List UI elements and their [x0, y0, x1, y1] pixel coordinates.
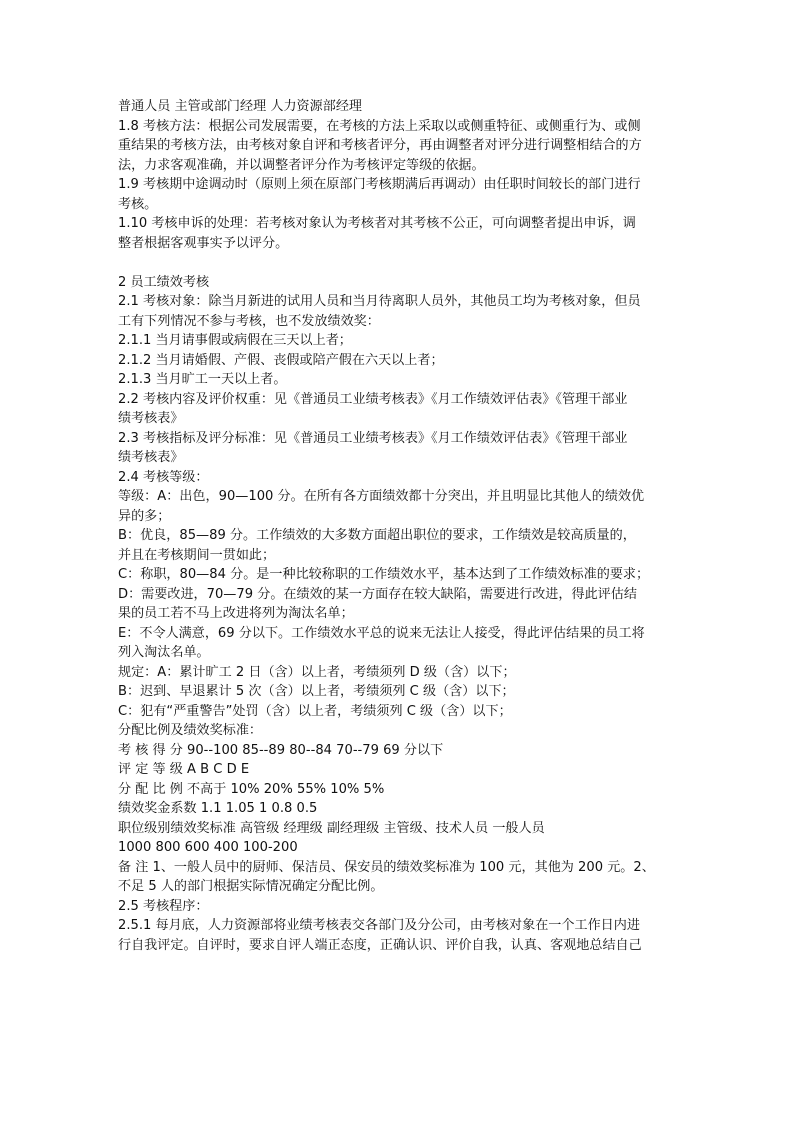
- text-line: 法，力求客观准确，并以调整者评分作为考核评定等级的依据。: [118, 157, 485, 173]
- text-line: B：迟到、早退累计 5 次（含）以上者，考绩须列 C 级（含）以下；: [118, 684, 515, 699]
- text-line: 2.5.1 每月底，人力资源部将业绩考核表交各部门及分公司，由考核对象在一个工作日内进: [118, 918, 640, 933]
- text-line: 重结果的考核方法，由考核对象自评和考核者评分，再由调整者对评分进行调整相结合的方: [118, 138, 642, 153]
- text-line: 分 配 比 例 不高于 10% 20% 55% 10% 5%: [118, 781, 385, 797]
- text-line: 绩考核表》: [118, 411, 184, 426]
- text-line: 绩效奖金系数 1.1 1.05 1 0.8 0.5: [118, 801, 318, 816]
- text-line: 2.1.1 当月请事假或病假在三天以上者；: [118, 333, 352, 348]
- text-line: B：优良，85—89 分。工作绩效的大多数方面超出职位的要求，工作绩效是较高质量的，: [118, 528, 636, 543]
- text-line: C：称职，80—84 分。是一种比较称职的工作绩效水平，基本达到了工作绩效标准的要求；: [118, 567, 650, 582]
- text-line: 考核。: [118, 196, 158, 212]
- text-line: 等级：A：出色，90—100 分。在所有各方面绩效都十分突出，并且明显比其他人的绩效优: [118, 489, 645, 504]
- text-line: 2.1.2 当月请婚假、产假、丧假或陪产假在六天以上者；: [118, 352, 444, 368]
- text-line: 2.5 考核程序：: [118, 898, 209, 914]
- text-line: 规定：A：累计旷工 2 日（含）以上者，考绩须列 D 级（含）以下；: [118, 664, 516, 680]
- text-line: 2.2 考核内容及评价权重：见《普通员工业绩考核表》《月工作绩效评估表》《管理干部业: [118, 391, 628, 407]
- text-line: 整者根据客观事实予以评分。: [118, 235, 289, 251]
- text-line: 1.9 考核期中途调动时（原则上须在原部门考核期满后再调动）由任职时间较长的部门进行: [118, 177, 641, 192]
- text-line: C：犯有“严重警告”处罚（含）以上者，考绩须列 C 级（含）以下；: [118, 703, 512, 719]
- text-line: D：需要改进，70—79 分。在绩效的某一方面存在较大缺陷，需要进行改进，得此评估结: [118, 586, 637, 602]
- document-page: [118, 97, 682, 955]
- text-line: 工有下列情况不参与考核，也不发放绩效奖：: [118, 313, 380, 329]
- text-line: 2.4 考核等级：: [118, 469, 209, 485]
- text-line: 2.1 考核对象：除当月新进的试用人员和当月待离职人员外，其他员工均为考核对象，但员: [118, 294, 641, 309]
- text-line: 职位级别绩效奖标准 高管级 经理级 副经理级 主管级、技术人员 一般人员: [118, 820, 545, 836]
- text-line: 1000 800 600 400 100-200: [118, 840, 298, 855]
- text-line: 1.10 考核申诉的处理：若考核对象认为考核者对其考核不公正，可向调整者提出申诉，调: [118, 216, 636, 231]
- text-line: 行自我评定。自评时，要求自评人端正态度，正确认识、评价自我，认真、客观地总结自己: [118, 937, 642, 953]
- text-line: E：不令人满意，69 分以下。工作绩效水平总的说来无法让人接受，得此评估结果的员工将: [118, 625, 645, 641]
- text-line: 并且在考核期间一贯如此；: [118, 547, 276, 563]
- text-line: 1.8 考核方法：根据公司发展需要，在考核的方法上采取以或侧重特征、或侧重行为、或侧: [118, 118, 641, 134]
- text-line: 绩考核表》: [118, 450, 184, 465]
- text-line: 普通人员 主管或部门经理 人力资源部经理: [118, 99, 363, 114]
- text-line: 2.3 考核指标及评分标准：见《普通员工业绩考核表》《月工作绩效评估表》《管理干部业: [118, 430, 628, 446]
- text-line: 评 定 等 级 A B C D E: [118, 762, 250, 777]
- text-line: 列入淘汰名单。: [118, 645, 210, 660]
- text-line: 2 员工绩效考核: [118, 274, 210, 290]
- text-line: 分配比例及绩效奖标准：: [118, 723, 263, 738]
- text-line: 不足 5 人的部门根据实际情况确定分配比例。: [118, 879, 384, 894]
- text-line: 果的员工若不马上改进将列为淘汰名单；: [118, 606, 354, 621]
- blank-line: [118, 253, 682, 273]
- text-line: 备 注 1、一般人员中的厨师、保洁员、保安员的绩效奖标准为 100 元，其他为 200 元。2、: [118, 859, 655, 875]
- text-line: 考 核 得 分 90--100 85--89 80--84 70--79 69 分以下: [118, 742, 444, 758]
- text-line: 2.1.3 当月旷工一天以上者。: [118, 372, 287, 387]
- text-line: 异的多；: [118, 508, 171, 524]
